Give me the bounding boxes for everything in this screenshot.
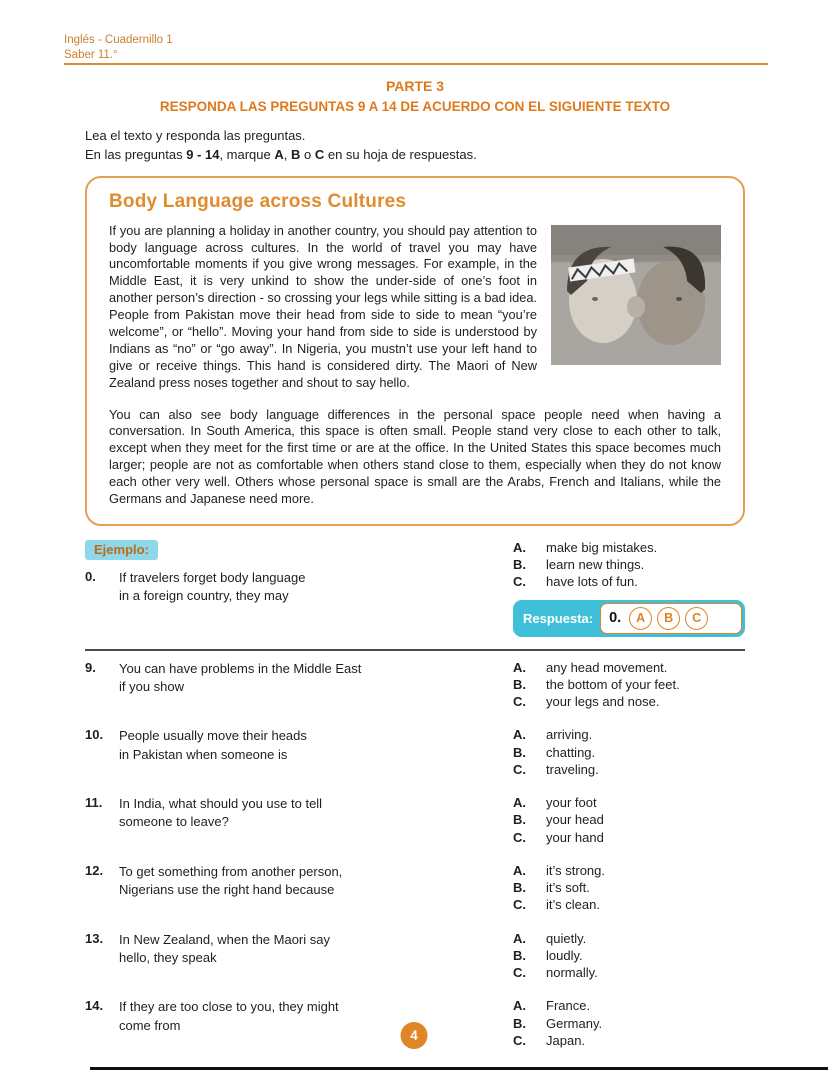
- option-letter: A.: [513, 539, 526, 555]
- option-letter: B.: [513, 676, 526, 692]
- respuesta-box: [513, 600, 745, 637]
- question-line1: People usually move their heads: [119, 728, 307, 744]
- option: [513, 931, 745, 947]
- example-line1: If travelers forget body language: [119, 569, 306, 585]
- option-text: quietly.: [546, 930, 587, 946]
- option-letter: A.: [513, 862, 526, 878]
- respuesta-label: Respuesta:: [523, 610, 594, 626]
- option-text: arriving.: [546, 727, 593, 743]
- option-letter: C.: [513, 574, 526, 590]
- instr2-text4: o: [300, 146, 315, 162]
- question-number: 14.: [85, 998, 104, 1014]
- question-line1: To get something from another person,: [119, 863, 343, 879]
- example-section: [85, 540, 745, 637]
- section-instruction-title: RESPONDA LAS PREGUNTAS 9 A 14 DE ACUERDO CON EL SIGUIENTE TEXTO: [159, 99, 671, 114]
- option-text: your foot: [546, 795, 597, 811]
- question-row-9: [85, 660, 745, 712]
- booklet-subtitle: Saber 11.°: [64, 48, 118, 61]
- questions-list: [85, 660, 745, 1051]
- answer-bubble-b[interactable]: B: [657, 607, 680, 630]
- option: [513, 762, 745, 778]
- answer-bubble-c[interactable]: C: [685, 607, 708, 630]
- maori-hongi-greeting-photo: [551, 225, 721, 365]
- option-text: make big mistakes.: [546, 539, 658, 555]
- option-text: traveling.: [546, 761, 599, 777]
- passage-paragraph-2: You can also see body language differences in the personal space people need when having a conversation. In South America, this space is often small. People stand very close to each other to talk, except when they meet for the first time or are at the office. In the United States this space becomes much larger; people are not as comfortable when others stand close to them, especially when they do not know each other very well. Others whose personal space is small are the Arabs, French and Italians, while the Germans and Japanese need more.: [109, 406, 721, 507]
- part-title: PARTE 3: [385, 78, 445, 94]
- question-line1: In India, what should you use to tell: [119, 796, 323, 812]
- option-text: normally.: [546, 965, 598, 981]
- question-number: 11.: [85, 795, 103, 811]
- example-options: [513, 540, 745, 637]
- header-rule: [64, 63, 768, 65]
- question-number: 10.: [85, 727, 104, 743]
- question-text: [119, 660, 361, 712]
- question-text: [119, 727, 307, 779]
- option: [513, 1016, 745, 1032]
- option: [513, 863, 745, 879]
- question-line1: If they are too close to you, they might: [119, 999, 339, 1015]
- option-letter: C.: [513, 965, 526, 981]
- question-text: [119, 998, 339, 1050]
- instr2-bold1: 9 - 14: [186, 146, 220, 162]
- instr2-bold4: C: [314, 146, 325, 162]
- option-text: loudly.: [546, 947, 583, 963]
- option-letter: A.: [513, 930, 526, 946]
- question-line2: in Pakistan when someone is: [119, 746, 288, 762]
- question-number: 13.: [85, 930, 104, 946]
- instr2-text3: ,: [283, 146, 291, 162]
- question-row-10: [85, 727, 745, 779]
- answer-bubble-a[interactable]: A: [629, 607, 652, 630]
- booklet-title: Inglés - Cuadernillo 1: [64, 34, 173, 46]
- option-text: your head: [546, 812, 604, 828]
- instruction-line-1: Lea el texto y responda las preguntas.: [85, 128, 306, 143]
- option: [513, 830, 745, 846]
- option-text: learn new things.: [546, 557, 645, 573]
- option: [513, 540, 745, 556]
- question-line2: hello, they speak: [119, 949, 217, 965]
- question-row-12: [85, 863, 745, 915]
- question-line2: come from: [119, 1017, 181, 1033]
- option-text: chatting.: [546, 744, 596, 760]
- section-divider: [85, 649, 745, 651]
- ejemplo-label: Ejemplo:: [85, 540, 158, 560]
- respuesta-panel: [600, 603, 742, 634]
- option-letter: A.: [513, 727, 526, 743]
- option-letter: B.: [513, 557, 526, 573]
- option: [513, 795, 745, 811]
- example-number: 0.: [85, 568, 96, 584]
- option-text: France.: [546, 998, 591, 1014]
- instr2-text2: , marque: [219, 146, 275, 162]
- option-text: have lots of fun.: [546, 574, 638, 590]
- option-letter: C.: [513, 761, 526, 777]
- passage-title: Body Language across Cultures: [109, 190, 407, 212]
- option-letter: B.: [513, 880, 526, 896]
- instr2-bold2: A: [274, 146, 284, 162]
- option-letter: B.: [513, 1015, 526, 1031]
- option-letter: B.: [513, 812, 526, 828]
- question-line2: someone to leave?: [119, 814, 229, 830]
- option: [513, 897, 745, 913]
- option: [513, 660, 745, 676]
- option: [513, 677, 745, 693]
- page-content: [85, 78, 745, 1066]
- option-text: it’s clean.: [546, 897, 600, 913]
- option: [513, 727, 745, 743]
- example-line2: in a foreign country, they may: [119, 588, 289, 604]
- option-text: your legs and nose.: [546, 694, 660, 710]
- option: [513, 694, 745, 710]
- option: [513, 745, 745, 761]
- question-number: 9.: [85, 659, 96, 675]
- question-text: [119, 863, 342, 915]
- question-number: 12.: [85, 862, 104, 878]
- option-text: it’s soft.: [546, 880, 590, 896]
- page-number-badge: 4: [401, 1022, 428, 1049]
- option: [513, 1033, 745, 1049]
- option-letter: A.: [513, 659, 526, 675]
- option: [513, 965, 745, 981]
- reading-passage-box: [85, 176, 745, 526]
- option-letter: C.: [513, 897, 526, 913]
- instructions: [85, 127, 745, 165]
- question-row-13: [85, 931, 745, 983]
- respuesta-number: 0.: [609, 610, 622, 627]
- question-text: [119, 795, 322, 847]
- question-row-11: [85, 795, 745, 847]
- option-letter: A.: [513, 795, 526, 811]
- option-letter: C.: [513, 694, 526, 710]
- option-letter: A.: [513, 998, 526, 1014]
- option-text: Japan.: [546, 1032, 586, 1048]
- instr2-bold3: B: [290, 146, 301, 162]
- option-text: Germany.: [546, 1015, 603, 1031]
- option-text: your hand: [546, 829, 604, 845]
- instr2-text5: en su hoja de respuestas.: [324, 146, 477, 162]
- example-question: [85, 540, 485, 605]
- option: [513, 812, 745, 828]
- question-text: [119, 931, 330, 983]
- answer-bubbles: [629, 607, 708, 630]
- question-line2: if you show: [119, 678, 185, 694]
- option-text: the bottom of your feet.: [546, 676, 680, 692]
- passage-paragraph-1: If you are planning a holiday in another country, you should pay attention to body language across cultures. In the world of travel you may have uncomfortable moments if you give wrong messages. For example, in the Middle East, it is very unkind to show the under-side of one’s foot in another person’s direction - so crossing your legs while sitting is a bad idea. People from Pakistan move their head from side to side to mean “you’re welcome”, or “hello”. Moving your hand from side to side is understood by Indians as “no” or “go away”. In Nigeria, you mustn’t use your left hand to give or receive things. This hand is considered dirty. The Maori of New Zealand press noses together and shout to say hello.: [109, 222, 537, 390]
- option: [513, 948, 745, 964]
- booklet-header: [64, 33, 173, 63]
- option-letter: B.: [513, 947, 526, 963]
- example-text: [119, 569, 305, 605]
- bottom-rule: [90, 1067, 828, 1070]
- option-text: it’s strong.: [546, 862, 606, 878]
- instr2-text1: En las preguntas: [85, 146, 187, 162]
- option: [513, 557, 745, 573]
- question-line1: You can have problems in the Middle East: [119, 660, 362, 676]
- question-line1: In New Zealand, when the Maori say: [119, 931, 330, 947]
- option-letter: B.: [513, 744, 526, 760]
- option: [513, 998, 745, 1014]
- option-letter: C.: [513, 829, 526, 845]
- question-line2: Nigerians use the right hand because: [119, 882, 335, 898]
- option-text: any head movement.: [546, 659, 668, 675]
- option: [513, 880, 745, 896]
- option-letter: C.: [513, 1032, 526, 1048]
- instruction-line-2: [85, 146, 745, 165]
- option: [513, 574, 745, 590]
